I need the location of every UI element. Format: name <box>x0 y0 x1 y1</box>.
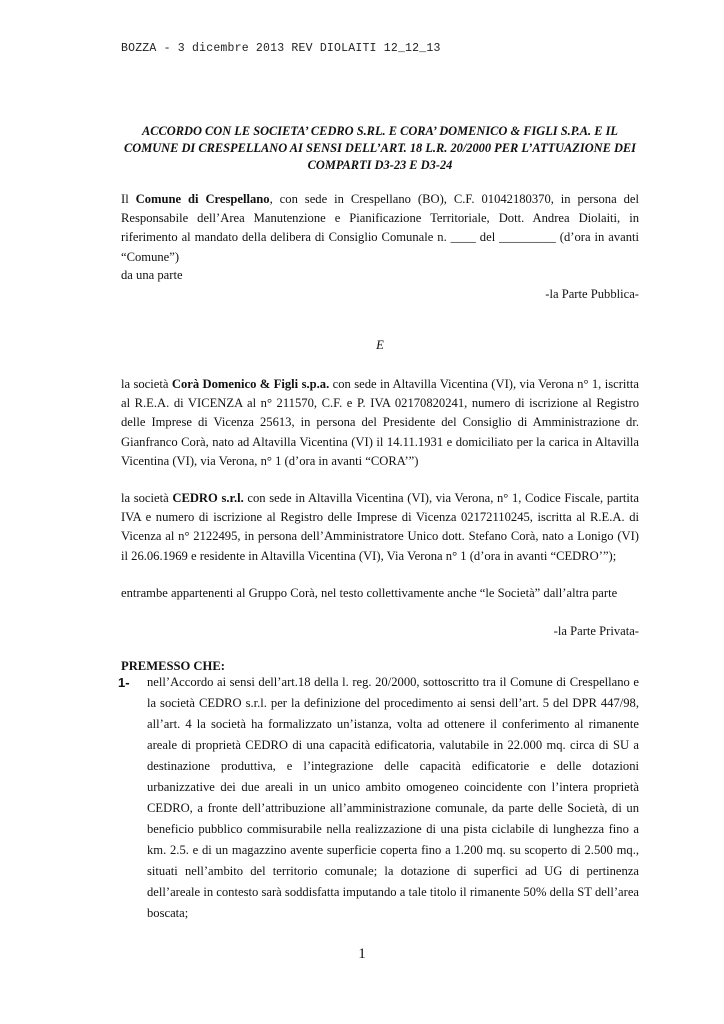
draft-note: BOZZA - 3 dicembre 2013 REV DIOLAITI 12_12_13 <box>121 42 441 55</box>
premesso-heading: PREMESSO CHE: <box>121 659 225 673</box>
list-item-number: 1- <box>118 675 130 690</box>
list-item <box>118 672 639 924</box>
party-cora-name: Corà Domenico & Figli s.p.a. <box>171 377 330 391</box>
party-cora-paragraph: la società Corà Domenico & Figli s.p.a. con sede in Altavilla Vicentina (VI), via Verona n° 1, iscritta al R.E.A. di VICENZA al n° 211570, C.F. e P. IVA 02170820241, numero di iscrizione al Registro delle Imprese di Vicenza 25613, in persona del Presidente del Consiglio di Amministrazione dr. Gianfranco Corà, nato ad Altavilla Vicentina (VI) il 14.11.1931 e domiciliato per la carica in Altavilla Vicentina (VI), via Verona, n° 1 (d’ora in avanti “CORA’”) <box>121 377 639 468</box>
party-cedro-name: CEDRO s.r.l. <box>172 491 244 505</box>
party-public-paragraph: Il Comune di Crespellano, con sede in Crespellano (BO), C.F. 01042180370, in persona del Responsabile dell’Area Manutenzione e Pianificazione Territoriale, Dott. Andrea Diolaiti, in riferimento al mandato della delibera di Consiglio Comunale n. ____ del _________ (d’ora in avanti “Comune”) <box>121 192 640 264</box>
list-item-text: nell’Accordo ai sensi dell’art.18 della l. reg. 20/2000, sottoscritto tra il Comune di Crespellano e la società CEDRO s.r.l. per la definizione del procedimento ai sensi dell’art. 5 del DPR 447/98, all’art. 4 la società ha formalizzato un’istanza, volta ad ottenere il conferimento al rimanente areale di proprietà CEDRO di una capacità edificatoria, valutabile in 22.000 mq. circa di SU a destinazione produttiva, e l’integrazione delle capacità edificatorie e delle dotazioni urbanizzative dei due areali in un unico ambito omogeneo coincidente con l’intera proprietà CEDRO, a fronte dell’attribuzione all’amministrazione comunale, da parte delle Società, di un beneficio pubblico commisurabile nella realizzazione di una pista ciclabile di lunghezza fino a km. 2.5. e di un magazzino avente superficie coperta fino a 1.200 mq. su scoperto di 2.500 mq., situati nell’ambito del territorio comunale; la dotazione di superfici ad UG di pertinenza dell’areale in contesto sarà soddisfatta imputando a tale titolo il rimanente 50% della ST dell’area boscata; <box>147 675 639 920</box>
party-private-label: -la Parte Privata- <box>553 624 639 638</box>
party-cedro-group: entrambe appartenenti al Gruppo Corà, nel testo collettivamente anche “le Società” dall’altra parte <box>121 586 618 600</box>
page-number: 1 <box>358 946 366 962</box>
party-cedro-paragraph: la società CEDRO s.r.l. con sede in Altavilla Vicentina (VI), via Verona, n° 1, Codice Fiscale, partita IVA e numero di iscrizione al Registro delle Imprese di Vicenza 02172110245, iscritta al R.E.A. di Vicenza al n° 2122495, in persona dell’Amministratore Unico dott. Stefano Corà, nato a Lonigo (VI) il 26.06.1969 e residente in Altavilla Vicentina (VI), Via Verona n° 1 (d’ora in avanti “CEDRO’”); <box>121 491 639 563</box>
party-public-side: da una parte <box>121 268 183 282</box>
party-public-name: Comune di Crespellano <box>135 192 270 206</box>
document-title: ACCORDO CON LE SOCIETA’ CEDRO S.RL. E CORA’ DOMENICO & FIGLI S.P.A. E IL COMUNE DI CRESPELLANO AI SENSI DELL’ART. 18 L.R. 20/2000 PER L’ATTUAZIONE DEI COMPARTI D3-23 E D3-24 <box>123 124 636 172</box>
party-public-label: -la Parte Pubblica- <box>545 287 639 301</box>
separator-e: E <box>376 338 384 352</box>
